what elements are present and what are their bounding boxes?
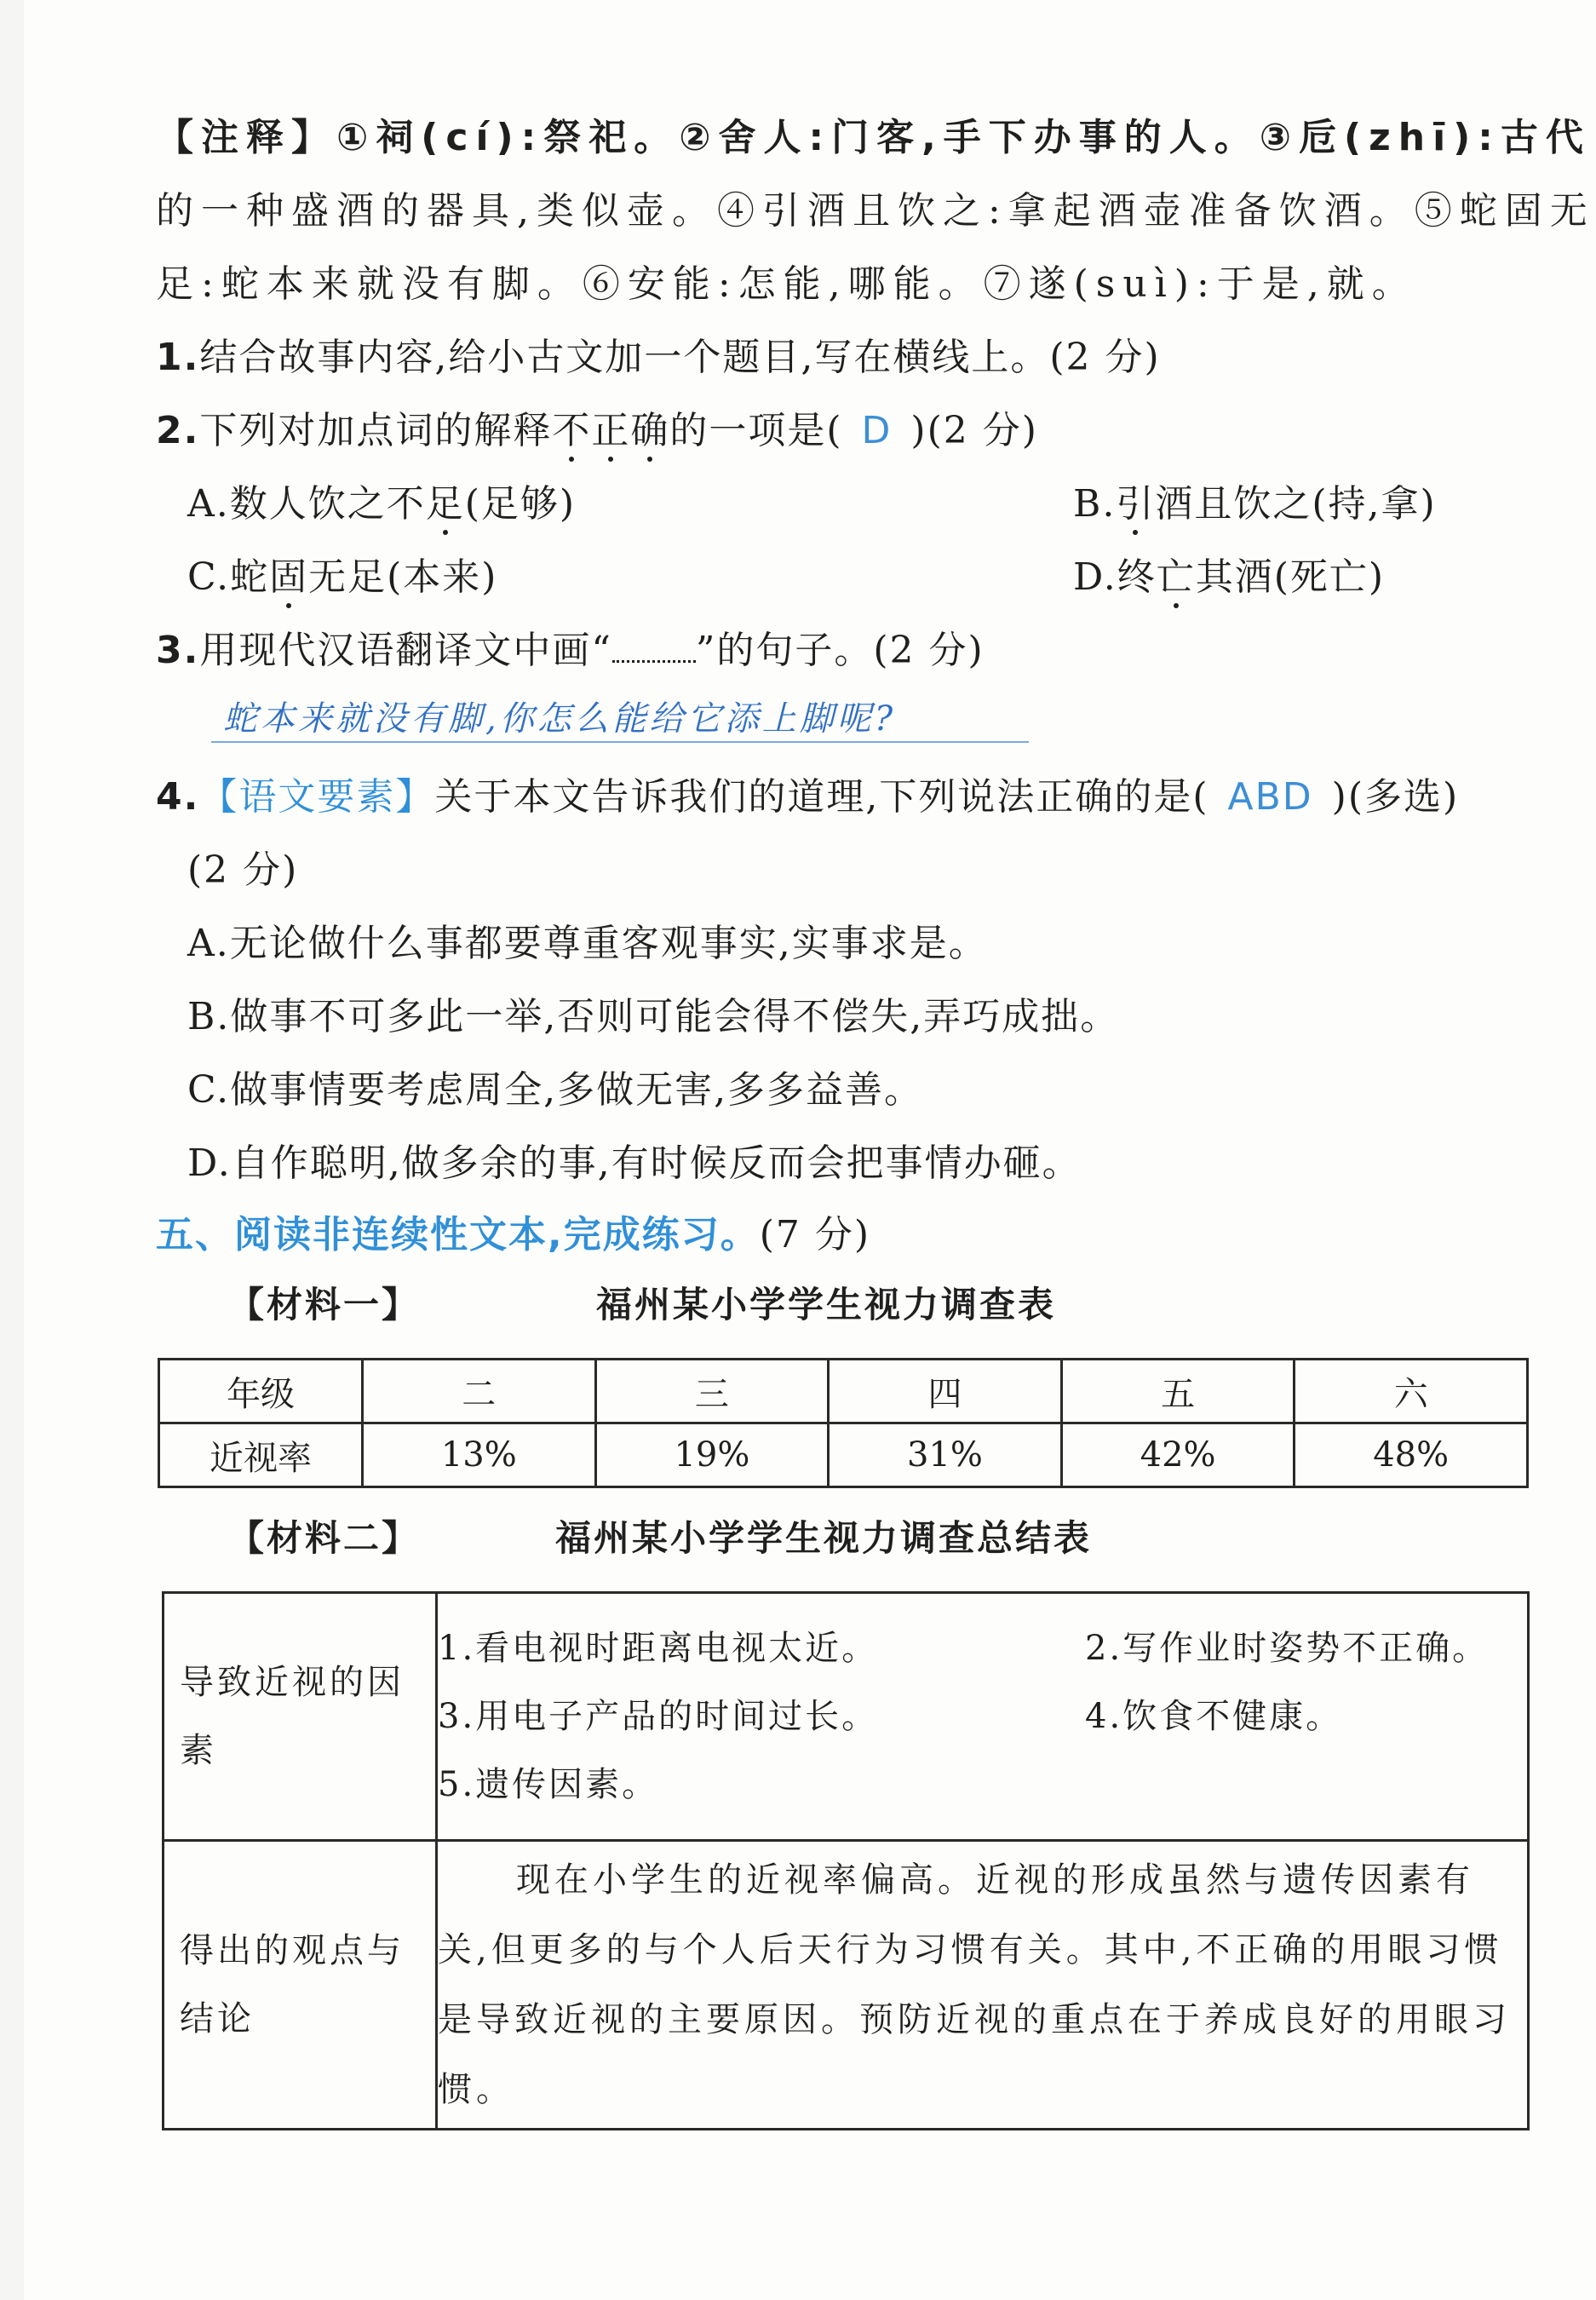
factors-line-2	[438, 1682, 1527, 1751]
section-5-heading	[156, 1208, 1528, 1262]
conclusion-cell	[437, 1841, 1529, 2130]
question-3-number: 3.	[156, 629, 200, 672]
emphasis-char-1: 不	[552, 404, 591, 458]
question-1-text: 结合故事内容,给小古文加一个题目,写在横线上。(2 分)	[199, 336, 1161, 379]
note-line-1	[156, 111, 1591, 165]
question-2-text-b: 的一项是(	[669, 409, 843, 452]
factor-item: 3.用电子产品的时间过长。	[438, 1697, 879, 1736]
option-b-pre: B.	[1073, 482, 1117, 526]
grade-cell: 二	[363, 1360, 596, 1423]
question-2-text-c: )(2 分)	[910, 409, 1038, 452]
grade-cell: 四	[829, 1360, 1062, 1423]
grade-cell: 三	[595, 1360, 829, 1423]
question-3-text-b: ”的句子。(2 分)	[695, 629, 985, 672]
rate-cell: 31%	[829, 1423, 1062, 1487]
factors-line-1	[438, 1614, 1527, 1682]
vision-summary-table	[162, 1591, 1530, 2130]
option-d-dot: 亡	[1157, 550, 1196, 605]
option-b-post: 酒且饮之(持,拿)	[1155, 482, 1437, 526]
rate-cell: 42%	[1061, 1423, 1295, 1487]
note-line-2: 的一种盛酒的器具,类似壶。④引酒且饮之:拿起酒壶准备饮酒。⑤蛇固无	[156, 189, 1595, 233]
question-4-option-d: D.自作聪明,做多余的事,有时候反而会把事情办砸。	[187, 1141, 1082, 1185]
question-2-answer: D	[861, 409, 893, 452]
question-4-option-b: B.做事不可多此一举,否则可能会得不偿失,弄巧成拙。	[187, 995, 1120, 1038]
question-4-text-a: 关于本文告诉我们的道理,下列说法正确的是(	[434, 775, 1209, 819]
factor-item: 4.饮食不健康。	[1085, 1697, 1343, 1736]
factors-cell	[437, 1593, 1529, 1841]
section-5-score: (7 分)	[759, 1213, 871, 1256]
conclusion-label: 得出的观点与结论	[164, 1841, 437, 2130]
factors-row	[164, 1593, 1529, 1841]
question-4-number: 4.	[156, 775, 200, 819]
rate-cell: 13%	[363, 1423, 596, 1487]
option-c	[187, 555, 497, 599]
question-3	[156, 624, 1528, 678]
option-c-post: 无足(本来)	[308, 555, 498, 599]
question-1	[156, 331, 1528, 385]
question-4-text-b: )(多选)	[1331, 775, 1460, 819]
conclusion-text: 现在小学生的近视率偏高。近视的形成虽然与遗传因素有关,但更多的与个人后天行为习惯有关。其中,不正确的用眼习惯是导致近视的主要原因。预防近视的重点在于养成良好的用眼习惯。	[438, 1860, 1511, 2109]
option-a-dot: 足	[426, 477, 465, 532]
option-a-post: (足够)	[464, 482, 577, 526]
question-3-text-a: 用现代汉语翻译文中画“	[199, 629, 612, 672]
grade-cell: 六	[1295, 1360, 1528, 1423]
question-4-option-a: A.无论做什么事都要尊重客观事实,实事求是。	[187, 922, 988, 965]
option-c-pre: C.蛇	[187, 555, 270, 599]
question-2-text-a: 下列对加点词的解释	[199, 409, 553, 452]
myopia-rate-row	[159, 1423, 1528, 1487]
factor-item: 1.看电视时距离电视太近。	[438, 1629, 879, 1668]
material-2-label: 【材料二】	[228, 1517, 421, 1559]
emphasis-char-3: 确	[630, 404, 669, 458]
factor-item: 5.遗传因素。	[438, 1765, 659, 1804]
question-1-number: 1.	[156, 336, 200, 379]
grade-row	[159, 1360, 1528, 1423]
option-b	[1073, 477, 1437, 532]
option-d	[1073, 550, 1385, 605]
conclusion-row	[164, 1841, 1529, 2130]
vision-survey-table	[158, 1358, 1529, 1488]
language-element-tag: 【语文要素】	[199, 775, 435, 819]
material-1-title: 福州某小学学生视力调查表	[596, 1284, 1057, 1325]
question-2-option-row-2	[187, 550, 1528, 605]
note-line-1-text: 【注释】①祠(cí):祭祀。②舍人:门客,手下办事的人。③卮(zhī):古代	[156, 116, 1591, 159]
wavy-underline-sample	[612, 626, 696, 663]
option-a	[187, 482, 576, 526]
option-d-post: 其酒(死亡)	[1195, 555, 1386, 599]
question-4-option-c: C.做事情要考虑周全,多做无害,多多益善。	[187, 1068, 924, 1112]
question-4	[156, 770, 1528, 825]
question-2	[156, 404, 1528, 458]
question-2-option-row-1	[187, 477, 1528, 532]
note-line-3: 足:蛇本来就没有脚。⑥安能:怎能,哪能。⑦遂(suì):于是,就。	[156, 262, 1417, 306]
factors-label: 导致近视的因素	[164, 1593, 437, 1841]
answer-line	[211, 741, 1029, 743]
grade-cell: 五	[1061, 1360, 1295, 1423]
factor-item: 2.写作业时姿势不正确。	[1085, 1629, 1490, 1668]
option-d-pre: D.终	[1073, 555, 1157, 599]
question-4-answer: ABD	[1227, 775, 1313, 819]
emphasis-char-2: 正	[591, 404, 630, 458]
grade-header: 年级	[159, 1360, 363, 1423]
option-b-dot: 引	[1116, 477, 1155, 532]
question-3-answer: 蛇本来就没有脚,你怎么能给它添上脚呢?	[223, 699, 897, 739]
myopia-rate-header: 近视率	[159, 1423, 363, 1487]
option-a-pre: A.数人饮之不	[187, 482, 426, 526]
question-4-score: (2 分)	[187, 848, 299, 892]
section-5-title: 五、阅读非连续性文本,完成练习。	[156, 1213, 760, 1256]
option-c-dot: 固	[269, 550, 308, 605]
question-2-number: 2.	[156, 409, 200, 452]
material-2-title: 福州某小学学生视力调查总结表	[555, 1517, 1093, 1559]
rate-cell: 19%	[595, 1423, 829, 1487]
material-1-label: 【材料一】	[228, 1284, 421, 1325]
rate-cell: 48%	[1295, 1423, 1528, 1487]
factors-line-3	[438, 1751, 1527, 1819]
